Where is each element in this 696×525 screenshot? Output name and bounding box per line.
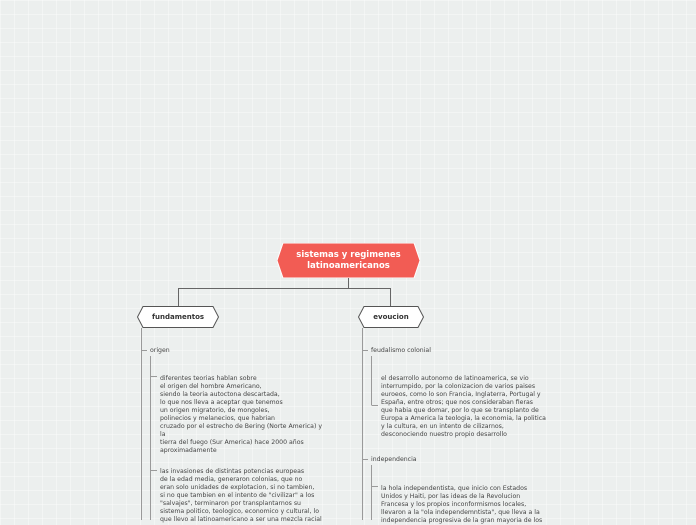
note-origen-2[interactable]: las invasiones de distintas potencias europeas de la edad media, generaron colonias, que no eran solo unidades de explotacion, si no tambien, si no que tambien en el intento de "civilizar" a los "salvajes", terminaron por transplantarnos su sistema politico, teologico, economico y cultural, lo que llevo al latinoamericano a ser una mezcla racial <box>160 468 322 523</box>
topic-fundamentos-label: fundamentos <box>151 313 205 321</box>
subtopic-independencia[interactable]: independencia <box>371 456 417 463</box>
topic-fundamentos[interactable] <box>137 306 219 328</box>
note-origen-1[interactable]: diferentes teorias hablan sobre el origen del hombre Americano, siendo la teoria autoctona descartada, lo que nos lleva a aceptar que tenemos un origen migratorio, de mongoles, polinecios y melanecios, que habrian cruzado por el estrecho de Bering (Norte America) y la tierra del fuego (Sur America) hace 2000 años aproximadamente <box>160 375 323 454</box>
central-topic-label: sistemas y regimenes latinoamericanos <box>296 250 401 271</box>
subtopic-origen[interactable]: origen <box>150 347 170 354</box>
note-independencia[interactable]: la hola independentista, que inicio con Estados Unidos y Haiti, por las ideas de la Revolucion Francesa y los propios inconformismos locales, llevaron a la "ola independemntista", que lleva a la independencia progresiva de la gran mayoria de los <box>381 485 543 524</box>
subtopic-feudalismo-colonial[interactable]: feudalismo colonial <box>371 347 431 354</box>
central-topic[interactable] <box>277 243 420 278</box>
topic-evoucion[interactable] <box>358 306 424 328</box>
note-feudalismo-colonial[interactable]: el desarrollo autonomo de latinoamerica, se vio interrumpido, por la colonizacion de varios paises euroeos, como lo son Francia, Inglaterra, Portugal y España, entre otros; que nos consideraban fieras que habia que domar, por lo que se transplanto de Europa a America la teologia, la economia, la politica y la cultura, en un intento de cilizarnos, desconociendo nuestro propio desarrollo <box>381 375 546 438</box>
connector-branch-bar <box>179 289 391 307</box>
topic-evoucion-label: evoucion <box>373 313 409 321</box>
